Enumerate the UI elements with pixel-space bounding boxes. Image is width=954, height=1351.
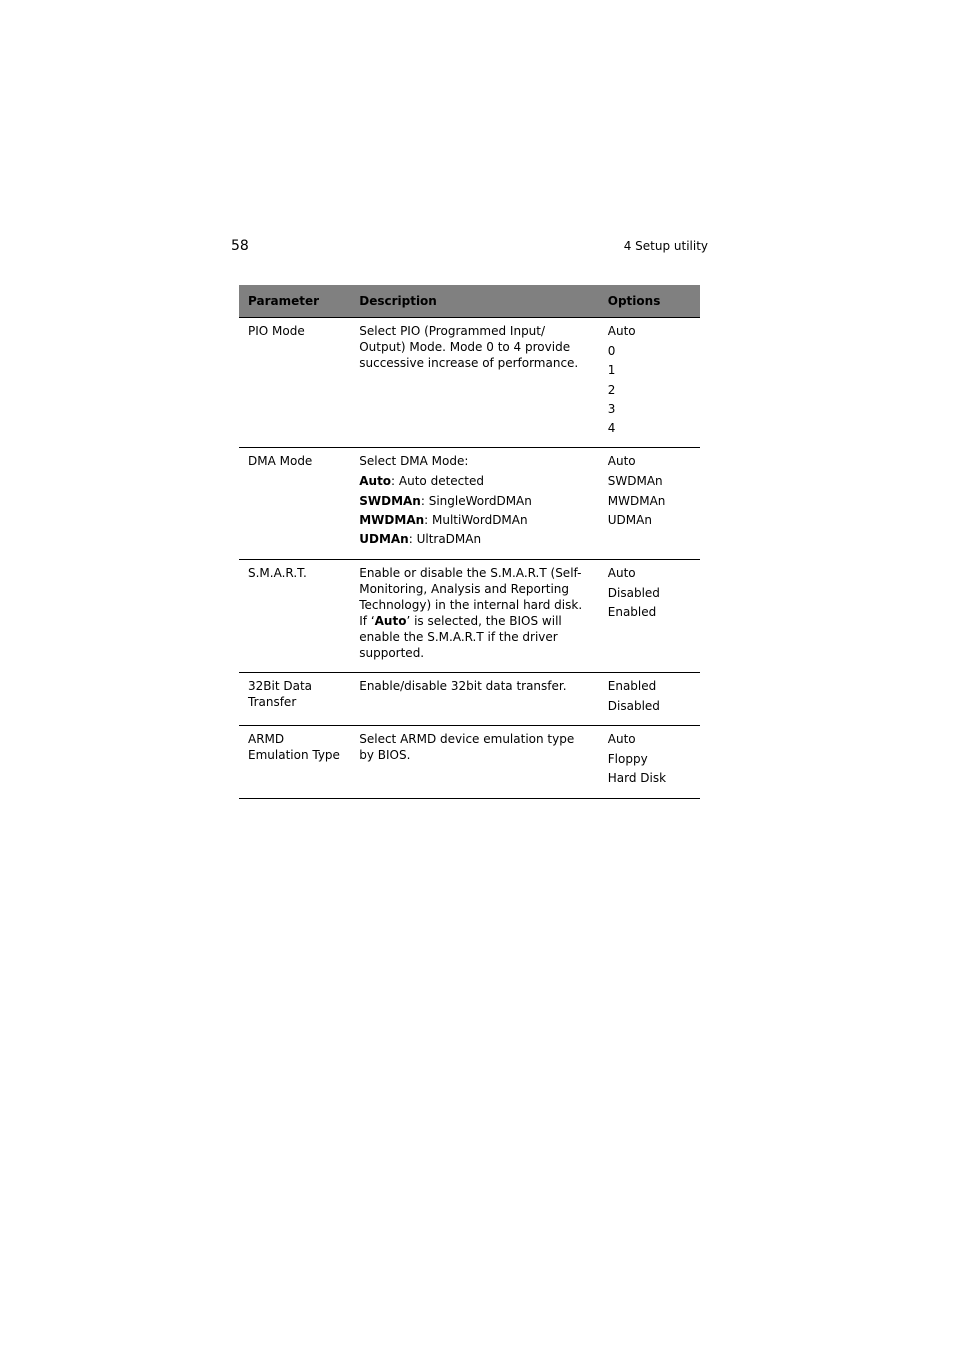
description-term: MWDMAn	[359, 513, 425, 528]
description-term-line	[359, 530, 595, 549]
table-row	[239, 559, 700, 672]
description-cell	[350, 559, 599, 672]
option-item: Enabled	[607, 604, 657, 619]
parameter-line: Transfer	[248, 694, 297, 709]
table-row	[239, 672, 700, 725]
parameter-cell: DMA Mode	[239, 448, 350, 559]
option-item: Disabled	[607, 585, 660, 600]
parameter-line: 32Bit Data	[248, 678, 313, 693]
description-term-line	[359, 511, 595, 530]
description-term-line	[359, 472, 595, 491]
option-item: Auto	[607, 454, 636, 469]
description-line: Enable or disable the S.M.A.R.T (Self-	[359, 565, 582, 580]
parameter-cell	[239, 672, 350, 725]
option-item: 0	[607, 344, 616, 358]
option-item: UDMAn	[607, 513, 652, 528]
option-item: Auto	[607, 324, 636, 338]
table-row	[239, 448, 700, 559]
parameter-line: ARMD	[248, 731, 285, 746]
description-cell	[350, 672, 599, 725]
description-cell	[350, 318, 599, 448]
option-item: 1	[607, 363, 616, 378]
description-line: enable the S.M.A.R.T if the driver	[359, 629, 558, 644]
option-item: Floppy	[607, 751, 648, 766]
description-cell	[350, 448, 599, 559]
description-term: Auto	[374, 613, 407, 628]
description-term: Auto	[359, 474, 392, 489]
parameter-line: Emulation Type	[248, 747, 340, 762]
parameter-cell: PIO Mode	[239, 318, 350, 448]
table-row	[239, 725, 700, 798]
column-header-parameter: Parameter	[239, 285, 350, 318]
description-line: Output) Mode. Mode 0 to 4 provide	[359, 340, 571, 354]
options-cell	[599, 725, 700, 798]
description-term: SWDMAn	[359, 493, 421, 508]
description-line: Select PIO (Programmed Input/	[359, 324, 546, 338]
option-item: MWDMAn	[607, 493, 666, 508]
description-line: supported.	[359, 645, 425, 660]
table-row	[239, 318, 700, 448]
description-line: Enable/disable 32bit data transfer.	[359, 678, 567, 693]
description-line: Monitoring, Analysis and Reporting	[359, 581, 570, 596]
page-number: 58	[231, 238, 249, 254]
chapter-title: 4 Setup utility	[623, 239, 708, 253]
option-item: Enabled	[607, 678, 657, 693]
description-line	[359, 613, 595, 629]
description-term-text: : Auto detected	[391, 474, 484, 489]
column-header-description: Description	[350, 285, 599, 318]
description-term-text: : SingleWordDMAn	[420, 493, 532, 508]
description-cell	[350, 725, 599, 798]
table-header-row	[239, 285, 700, 318]
option-item: 4	[607, 421, 616, 436]
option-item: Disabled	[607, 698, 660, 713]
description-line: by BIOS.	[359, 747, 411, 762]
description-text: ’ is selected, the BIOS will	[406, 613, 562, 628]
description-text: If ‘	[359, 613, 375, 628]
description-line: Technology) in the internal hard disk.	[359, 597, 583, 612]
description-term-line	[359, 492, 595, 511]
option-item: Hard Disk	[607, 771, 667, 786]
parameter-cell	[239, 725, 350, 798]
description-line: Select DMA Mode:	[359, 454, 469, 469]
options-cell	[599, 559, 700, 672]
description-line: successive increase of performance.	[359, 356, 579, 370]
option-item: 3	[607, 401, 616, 416]
options-cell	[599, 318, 700, 448]
column-header-options: Options	[599, 285, 700, 318]
option-item: SWDMAn	[607, 474, 663, 489]
description-term: UDMAn	[359, 532, 409, 547]
option-item: Auto	[607, 565, 636, 580]
option-item: 2	[607, 382, 616, 397]
option-item: Auto	[607, 731, 636, 746]
description-term-text: : UltraDMAn	[408, 532, 482, 547]
options-cell	[599, 448, 700, 559]
parameter-table	[239, 285, 700, 799]
parameter-cell: S.M.A.R.T.	[239, 559, 350, 672]
description-line: Select ARMD device emulation type	[359, 731, 575, 746]
description-term-text: : MultiWordDMAn	[424, 513, 528, 528]
options-cell	[599, 672, 700, 725]
